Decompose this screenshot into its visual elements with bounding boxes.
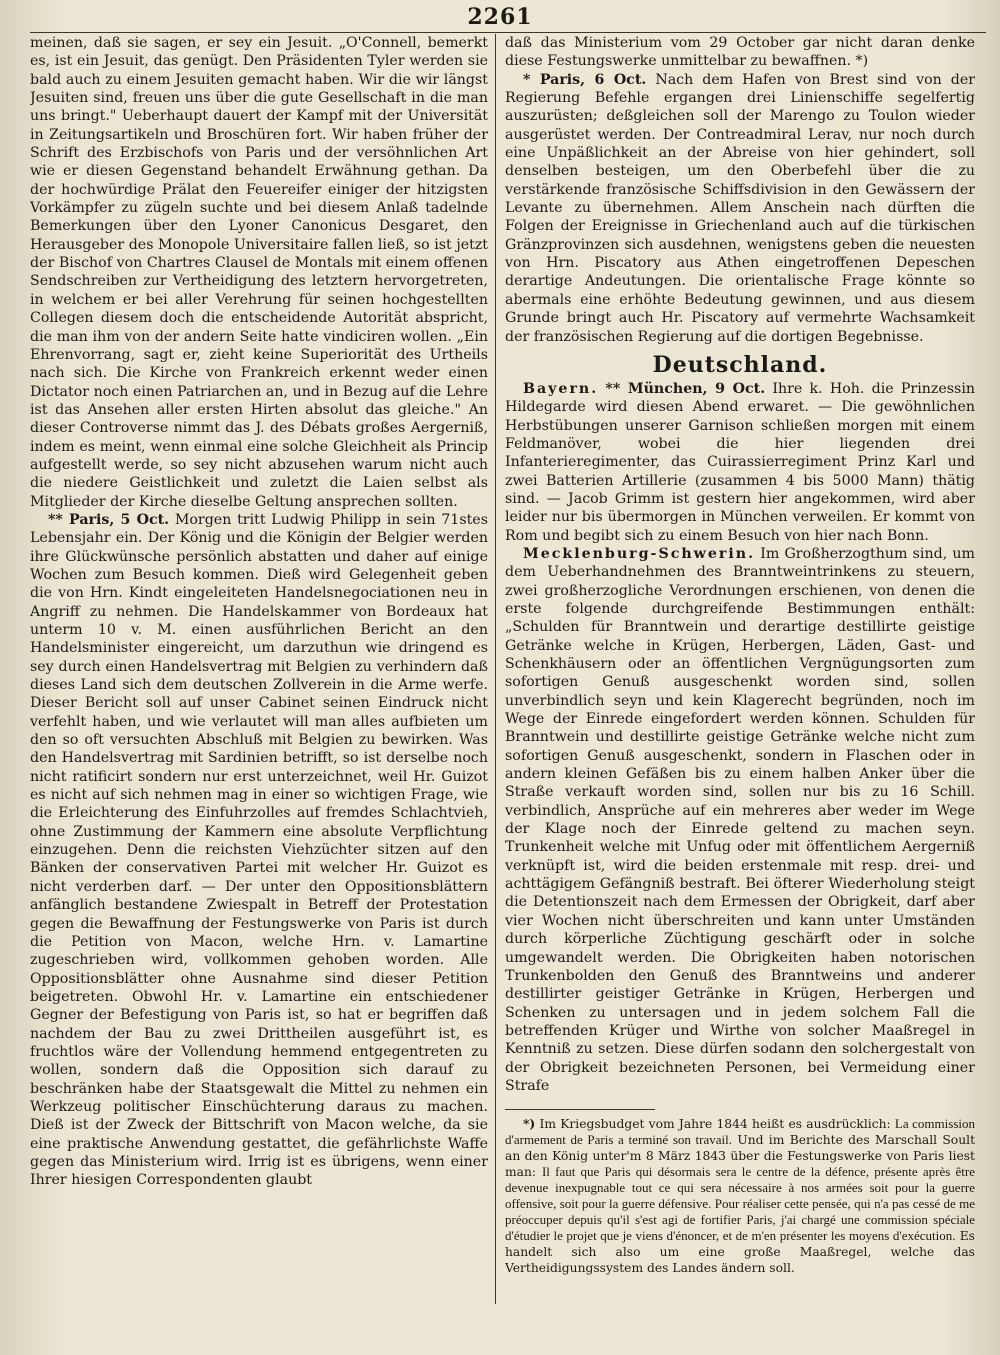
article-paragraph: daß das Ministerium vom 29 October gar nicht daran denke diese Festungswerke unmittelbar zu bewaffnen. *) [505,35,975,70]
page-number: 2261 [467,4,533,30]
footnote-text: Im Kriegsbudget vom Jahre 1844 heißt es ausdrücklich: [539,1117,891,1132]
article-text: Nach dem Hafen von Brest sind von der Regierung Befehle ergangen drei Linienschiffe segelfertig auszurüsten; deßgleichen soll der Marengo zu Toulon wieder ausgerüstet werden. Der Contreadmiral Lerav, nur noch durch eine Unpäßlichkeit an der Abreise von hier gehindert, soll denselben besteigen, um den Oberbefehl über die zu verstärkende französische Schiffsdivision in den Gewässern der Levante zu übernehmen. Allem Anschein nach dürften die Folgen der Ereignisse in Griechenland auch auf die türkischen Gränzprovinzen sich ausdehnen, wenigstens geben die neuesten von Hrn. Piscatory aus Athen eingetroffenen Depeschen derartige Andeutungen. Die orientalische Frage könnte so abermals eine erhöhte Bedeutung gewinnen, und aus diesem Grunde bringt auch Hr. Piscatory auf vermehrte Wachsamkeit der französischen Regierung auf die dortigen Begebnisse. [505,71,975,345]
footnote-quote: Il faut que Paris qui désormais sera le centre de la défence, présente après être devenue inexpugnable tout ce qui sera nécessaire à nos armées soit pour la guerre offensive, soit pour la guerre défensive. Pour réaliser cette pensée, qui n'a pas cessé de me préoccuper depuis qu'il s'est agi de fortifier Paris, j'ai chargé une commission spéciale d'étudier le projet que je viens d'énoncer, et de m'en présenter les moyens d'exécution. [505,1164,975,1244]
footnote-mark: *) [523,1116,536,1132]
dateline: ** München, 9 Oct. [605,380,766,397]
article-text: Im Großherzogthum sind, um dem Ueberhandnehmen des Branntweintrinkens zu steuern, zwei großherzogliche Verordnungen erschienen, von denen die erste folgende durchgreifende Bestimmungen enthält: „Schulden für Branntwein und derartige destillirte geistige Getränke welche in Krügen, Herbergen, Läden, Gast- und Schenkhäusern oder an öffentlichen Vergnügungsorten zum sofortigen Genuß ausgeschenkt worden sind, sollen unverbindlich seyn und kein Klagerecht begründen, noch im Wege der Einrede eingefordert werden können. Schulden für Branntwein und destillirte geistige Getränke welche nicht zum sofortigen Genuß ausgeschenkt, sondern in Flaschen oder in andern kleinen Gefäßen bis zu einem halben Anker über die Straße verkauft worden sind, sollen nur bis zu 16 Schill. verbindlich, Ansprüche auf ein mehreres aber weder im Wege der Klage noch der Einrede geltend zu machen seyn. Trunkenheit welche mit Unfug oder mit öffentlichem Aergerniß verknüpft ist, wird die beiden erstenmale mit resp. drei- und achttägigem Gefängniß bestraft. Bei öfterer Wiederholung steigt die Detentionszeit nach dem Ermessen der Obrigkeit, darf aber vier Wochen nicht überschreiten und kann unter Umständen durch körperliche Züchtigung geschärft oder in solche umgewandelt werden. Die Obrigkeiten haben notorischen Trunkenbolden den Genuß des Branntweins und anderer destillirter geistiger Getränke in Krügen, Herbergen und Schenken zu untersagen und in jedem solchem Fall die betreffenden Krüger und Wirthe von solcher Maaßregel in Kenntniß zu setzen. Diese dürfen sodann den solchergestalt von der Obrigkeit bezeichneten Personen, bei Vermeidung einer Strafe [505,545,975,1094]
left-column [30,34,488,1334]
footnote-text: Es handelt sich also um eine große Maaßregel, welche das Vertheidigungssystem des Landes ändern soll. [505,1229,975,1276]
section-title: Deutschland. [652,351,828,378]
article-text: Morgen tritt Ludwig Philipp in sein 71stes Lebensjahr ein. Der König und die Königin der Belgier werden ihre Glückwünsche persönlich abstatten und daher auf einige Wochen zum Besuch kommen. Dieß wird Gelegenheit geben die von Hrn. Kindt eingeleiteten Handelsnegociationen neu in Angriff zu nehmen. Die Handelskammer von Bordeaux hat unterm 10 v. M. einen ausführlichen Bericht an den Handelsminister eingereicht, um darzuthun wie dringend es sey durch einen Handelsvertrag mit Belgien zu verhindern daß dieses Land sich dem deutschen Zollverein in die Arme werfe. Dieser Bericht soll auf unser Cabinet seinen Eindruck nicht verfehlt haben, und wie verlautet will man alles aufbieten um den so oft versuchten Abschluß mit Belgien zu bewirken. Was den Handelsvertrag mit Sardinien betrifft, so ist derselbe noch nicht ratificirt sondern nur erst unterzeichnet, weil Hr. Guizot es nicht auf sich nehmen mag in einer so wichtigen Frage, wie die Erleichterung des Einfuhrzolles auf fremdes Schlachtvieh, ohne Zustimmung der Kammern eine absolute Verpflichtung einzugehen. Denn die reichsten Viehzüchter sitzen auf den Bänken der conservativen Partei mit welcher Hr. Guizot es nicht verderben darf. — Der unter den Oppositionsblättern anfänglich bestandene Zwiespalt in Betreff der Protestation gegen die Bewaffnung der Festungswerke von Paris ist durch die Petition von Macon, welche Hrn. v. Lamartine zugeschrieben wird, vollkommen gehoben worden. Alle Oppositionsblätter ohne Ausnahme sind dieser Petition beigetreten. Obwohl Hr. v. Lamartine ein entschiedener Gegner der Befestigung von Paris ist, so hat er begriffen daß nachdem der Bau zu zwei Drittheilen ausgeführt ist, es fruchtlos wäre der Vollendung hemmend entgegentreten zu wollen, sondern daß die Opposition sich darauf zu beschränken habe der Staatsgewalt die Mittel zu nehmen ein Werkzeug politischer Einschüchterung daraus zu machen. Dieß ist der Zweck der Bittschrift von Macon welche, da sie eine praktische Anwendung gestattet, die gefährlichste Waffe gegen das Ministerium wird. Irrig ist es übrigens, wenn einer Ihrer hiesigen Correspondenten glaubt [30,511,488,1189]
footnote-text: Und im Berichte des Marschall Soult an den König unter'm 8 März 1843 über die Festungswerke von Paris liest man: [505,1133,975,1180]
article-paragraph: meinen, daß sie sagen, er sey ein Jesuit. „O'Connell, bemerkt es, ist ein Jesuit, das genügt. Den Präsidenten Tyler werden sie bald auch zu einem Jesuiten gemacht haben. Wir die wir längst Jesuiten sind, freuen uns über die gute Gesellschaft in die man uns bringt." Ueberhaupt dauert der Kampf mit der Universität in Zeitungsartikeln und Broschüren fort. Wir haben früher der Schrift des Erzbischofs von Paris und der versöhnlichen Art wie er diesen Gegenstand behandelt Erwähnung gethan. Da der hochwürdige Prälat den Feuereifer einiger der hitzigsten Vorkämpfer zu zügeln suchte und bei diesem Anlaß tadelnde Bemerkungen über den Lyoner Canonicus Desgaret, den Herausgeber des Monopole Universitaire fallen ließ, so ist jetzt der Bischof von Chartres Clausel de Montals mit einem offenen Sendschreiben zur Vertheidigung des letztern hervorgetreten, in welchem er bei aller Verehrung für seinen hochgestellten Collegen diesem doch die entscheidende Autorität abspricht, die man ihm von der andern Seite hatte vindiciren wollen. „Ein Ehrenvorrang, sagt er, zieht keine Superiorität des Urtheils nach sich. Die Kirche von Frankreich erkennt weder einen Dictator noch einen Patriarchen an, und in Bezug auf die Lehre ist das Ansehen aller ersten Hirten absolut das gleiche." An dieser Controverse nimmt das J. des Débats großes Aergerniß, indem es meint, wenn einmal eine solche Gleichheit als Princip aufgestellt werde, so sey nicht abzusehen warum nicht auch die niedere Geistlichkeit und zuletzt die Laien selbst als Mitglieder der Kirche dieselbe Geltung ansprechen sollten. [30,35,488,510]
article-text: Ihre k. Hoh. die Prinzessin Hildegarde wird diesen Abend erwaret. — Die gewöhnlichen Herbstübungen unserer Garnison schließen morgen mit einem Feldmanöver, wobei die hier liegenden drei Infanterieregimenter, das Cuirassierregiment Prinz Karl und zwei Batterien Artillerie (zusammen 4 bis 5000 Mann) thätig sind. — Jacob Grimm ist gestern hier angekommen, wird aber leider nur bis übermorgen in München verweilen. Er kommt von Rom und begibt sich zu einem Besuch von hier nach Bonn. [505,380,975,544]
footnote-quote: La commission d'armement de Paris a terminé son travail. [505,1116,975,1148]
article-paragraph [505,71,975,346]
header-rule [30,32,986,33]
right-column [505,34,975,1304]
article-paragraph [505,545,975,1095]
footnote-rule [505,1109,655,1110]
dateline: * Paris, 6 Oct. [523,71,647,88]
dateline: ** Paris, 5 Oct. [48,511,170,528]
footnote [505,1116,975,1276]
column-divider [495,34,496,1304]
region-heading: Mecklenburg-Schwerin. [523,545,756,562]
article-paragraph [505,380,975,545]
region-heading: Bayern. [523,380,599,397]
article-paragraph [30,511,488,1190]
